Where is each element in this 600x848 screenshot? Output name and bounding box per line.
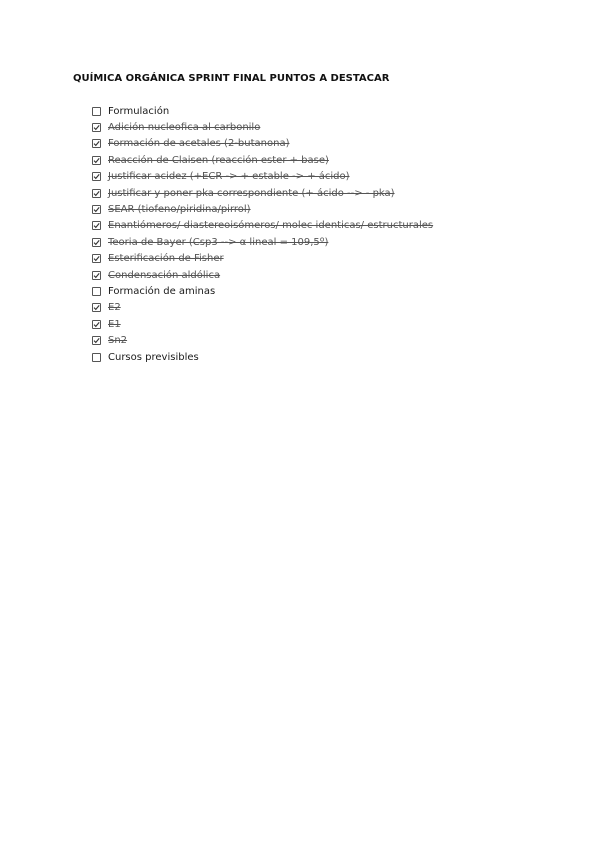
checklist-item [92, 103, 433, 119]
checklist-item-label: Esterificación de Fisher [108, 253, 224, 265]
checkbox[interactable] [92, 123, 101, 132]
checkbox[interactable] [92, 271, 101, 280]
checklist-item-label: Formación de aminas [108, 285, 216, 297]
checklist-item-label: Formación de acetales (2-butanona) [108, 138, 290, 150]
checklist-item-label: Justificar y poner pka correspondiente (+ ácido --> - pka) [108, 187, 395, 199]
check-icon [92, 205, 101, 214]
checklist-item [92, 316, 433, 332]
checklist-item-label: Formulación [108, 105, 170, 117]
checkbox[interactable] [92, 139, 101, 148]
check-icon [92, 336, 101, 345]
checklist-item [92, 152, 433, 168]
checkbox[interactable] [92, 353, 101, 362]
check-icon [92, 139, 101, 148]
checkbox[interactable] [92, 172, 101, 181]
checklist-item [92, 300, 433, 316]
checklist-item [92, 267, 433, 283]
check-icon [92, 123, 101, 132]
check-icon [92, 156, 101, 165]
checklist-item-label: Reacción de Claisen (reacción ester + base) [108, 154, 329, 166]
check-icon [92, 189, 101, 198]
checklist-item-label: Adición nucleofica al carbonilo [108, 122, 261, 134]
checklist-item [92, 185, 433, 201]
checkbox[interactable] [92, 189, 101, 198]
checklist-item-label: E2 [108, 302, 121, 314]
checklist-item [92, 234, 433, 250]
checkbox[interactable] [92, 320, 101, 329]
checklist-item-label: E1 [108, 318, 121, 330]
check-icon [92, 221, 101, 230]
checklist-item [92, 119, 433, 135]
checklist-item [92, 201, 433, 217]
checkbox[interactable] [92, 107, 101, 116]
check-icon [92, 320, 101, 329]
checkbox[interactable] [92, 156, 101, 165]
check-icon [92, 238, 101, 247]
checkbox[interactable] [92, 205, 101, 214]
checklist-item-label: Condensación aldólica [108, 269, 221, 281]
page-title: QUÍMICA ORGÁNICA SPRINT FINAL PUNTOS A DESTACAR [73, 73, 390, 84]
checklist-item-label: Enantiómeros/ diastereoisómeros/ molec identicas/ estructurales [108, 220, 434, 232]
checklist-item [92, 283, 433, 299]
check-icon [92, 172, 101, 181]
checklist-item-label: SEAR (tiofeno/piridina/pirrol) [108, 204, 251, 216]
checkbox[interactable] [92, 336, 101, 345]
checklist-item [92, 218, 433, 234]
checklist-item [92, 136, 433, 152]
checklist-item [92, 349, 433, 365]
check-icon [92, 271, 101, 280]
checkbox[interactable] [92, 221, 101, 230]
checklist-item-label: Justificar acidez (+ECR -> + estable -> + ácido) [108, 171, 350, 183]
checklist-item [92, 169, 433, 185]
checklist-item [92, 332, 433, 348]
checklist [92, 103, 433, 365]
checklist-item-label: Sn2 [108, 335, 128, 347]
checkbox[interactable] [92, 254, 101, 263]
checkbox[interactable] [92, 238, 101, 247]
checkbox[interactable] [92, 287, 101, 296]
checklist-item-label: Teoria de Bayer (Csp3 --> α lineal = 109,5º) [108, 236, 329, 248]
check-icon [92, 303, 101, 312]
check-icon [92, 254, 101, 263]
checklist-item [92, 251, 433, 267]
checklist-item-label: Cursos previsibles [108, 351, 199, 363]
checkbox[interactable] [92, 303, 101, 312]
